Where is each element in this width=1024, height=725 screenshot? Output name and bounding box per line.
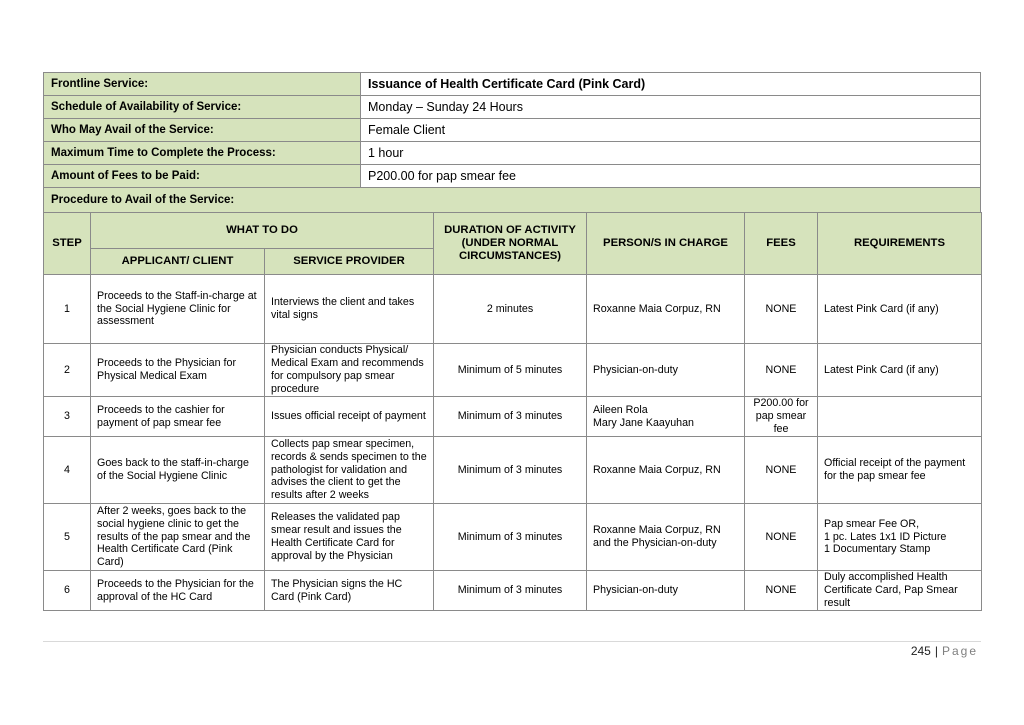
step-row bbox=[44, 437, 982, 504]
requirements: Latest Pink Card (if any) bbox=[818, 275, 982, 344]
service-provider-action: Interviews the client and takes vital signs bbox=[265, 275, 434, 344]
person-in-charge-header: PERSON/S IN CHARGE bbox=[587, 213, 745, 275]
step-number: 5 bbox=[44, 504, 91, 571]
fees-value: P200.00 for pap smear fee bbox=[361, 165, 981, 188]
max-time-value: 1 hour bbox=[361, 142, 981, 165]
service-provider-action: Collects pap smear specimen, records & sends specimen to the pathologist for validation and advises the client to get the results after 2 weeks bbox=[265, 437, 434, 504]
step-row bbox=[44, 397, 982, 437]
page-number: 245 bbox=[910, 644, 931, 658]
procedure-row bbox=[44, 188, 981, 213]
footer-divider bbox=[43, 641, 981, 642]
fee: NONE bbox=[745, 275, 818, 344]
service-provider-action: Releases the validated pap smear result and issues the Health Certificate Card for approval by the Physician bbox=[265, 504, 434, 571]
page-word: Page bbox=[941, 644, 978, 658]
max-time-row bbox=[44, 142, 981, 165]
applicant-action: Proceeds to the Physician for Physical Medical Exam bbox=[91, 344, 265, 397]
requirements: Official receipt of the payment for the pap smear fee bbox=[818, 437, 982, 504]
duration: Minimum of 3 minutes bbox=[434, 397, 587, 437]
step-number: 6 bbox=[44, 571, 91, 611]
frontline-service-label: Frontline Service: bbox=[44, 73, 361, 96]
applicant-action: Proceeds to the Staff-in-charge at the Social Hygiene Clinic for assessment bbox=[91, 275, 265, 344]
fee: NONE bbox=[745, 571, 818, 611]
service-info-table bbox=[43, 72, 981, 213]
person-in-charge: Roxanne Maia Corpuz, RN bbox=[587, 437, 745, 504]
step-row bbox=[44, 344, 982, 397]
person-in-charge: Aileen Rola Mary Jane Kaayuhan bbox=[587, 397, 745, 437]
applicant-header: APPLICANT/ CLIENT bbox=[91, 249, 265, 275]
max-time-label: Maximum Time to Complete the Process: bbox=[44, 142, 361, 165]
page-separator: | bbox=[934, 644, 938, 658]
step-row bbox=[44, 571, 982, 611]
applicant-action: Goes back to the staff-in-charge of the Social Hygiene Clinic bbox=[91, 437, 265, 504]
duration: Minimum of 3 minutes bbox=[434, 437, 587, 504]
fee: NONE bbox=[745, 437, 818, 504]
requirements: Latest Pink Card (if any) bbox=[818, 344, 982, 397]
person-in-charge: Physician-on-duty bbox=[587, 344, 745, 397]
step-number: 3 bbox=[44, 397, 91, 437]
fees-label: Amount of Fees to be Paid: bbox=[44, 165, 361, 188]
step-row bbox=[44, 504, 982, 571]
requirements-header: REQUIREMENTS bbox=[818, 213, 982, 275]
schedule-label: Schedule of Availability of Service: bbox=[44, 96, 361, 119]
step-number: 2 bbox=[44, 344, 91, 397]
who-may-avail-label: Who May Avail of the Service: bbox=[44, 119, 361, 142]
service-provider-action: Physician conducts Physical/ Medical Exam and recommends for compulsory pap smear procedure bbox=[265, 344, 434, 397]
header-row-top bbox=[44, 213, 982, 249]
service-provider-action: The Physician signs the HC Card (Pink Card) bbox=[265, 571, 434, 611]
fees-header: FEES bbox=[745, 213, 818, 275]
requirements: Duly accomplished Health Certificate Card, Pap Smear result bbox=[818, 571, 982, 611]
requirements bbox=[818, 397, 982, 437]
applicant-action: After 2 weeks, goes back to the social hygiene clinic to get the results of the pap smear and the Health Certificate Card (Pink Card) bbox=[91, 504, 265, 571]
page-footer bbox=[911, 644, 978, 658]
duration: Minimum of 5 minutes bbox=[434, 344, 587, 397]
fees-row bbox=[44, 165, 981, 188]
fee: NONE bbox=[745, 504, 818, 571]
service-provider-action: Issues official receipt of payment bbox=[265, 397, 434, 437]
applicant-action: Proceeds to the cashier for payment of pap smear fee bbox=[91, 397, 265, 437]
procedure-label: Procedure to Avail of the Service: bbox=[44, 188, 981, 213]
frontline-service-row bbox=[44, 73, 981, 96]
schedule-value: Monday – Sunday 24 Hours bbox=[361, 96, 981, 119]
duration: Minimum of 3 minutes bbox=[434, 571, 587, 611]
procedure-steps-table bbox=[43, 212, 982, 611]
person-in-charge: Roxanne Maia Corpuz, RN and the Physician-on-duty bbox=[587, 504, 745, 571]
what-to-do-header: WHAT TO DO bbox=[91, 213, 434, 249]
service-provider-header: SERVICE PROVIDER bbox=[265, 249, 434, 275]
person-in-charge: Physician-on-duty bbox=[587, 571, 745, 611]
step-number: 1 bbox=[44, 275, 91, 344]
person-in-charge: Roxanne Maia Corpuz, RN bbox=[587, 275, 745, 344]
schedule-row bbox=[44, 96, 981, 119]
fee: NONE bbox=[745, 344, 818, 397]
duration: 2 minutes bbox=[434, 275, 587, 344]
duration-header: DURATION OF ACTIVITY (UNDER NORMAL CIRCUMSTANCES) bbox=[434, 213, 587, 275]
step-row bbox=[44, 275, 982, 344]
duration: Minimum of 3 minutes bbox=[434, 504, 587, 571]
who-may-avail-row bbox=[44, 119, 981, 142]
applicant-action: Proceeds to the Physician for the approval of the HC Card bbox=[91, 571, 265, 611]
who-may-avail-value: Female Client bbox=[361, 119, 981, 142]
requirements: Pap smear Fee OR, 1 pc. Lates 1x1 ID Picture 1 Documentary Stamp bbox=[818, 504, 982, 571]
step-header: STEP bbox=[44, 213, 91, 275]
frontline-service-value: Issuance of Health Certificate Card (Pink Card) bbox=[361, 73, 981, 96]
steps-body bbox=[44, 275, 982, 611]
step-number: 4 bbox=[44, 437, 91, 504]
fee: P200.00 for pap smear fee bbox=[745, 397, 818, 437]
